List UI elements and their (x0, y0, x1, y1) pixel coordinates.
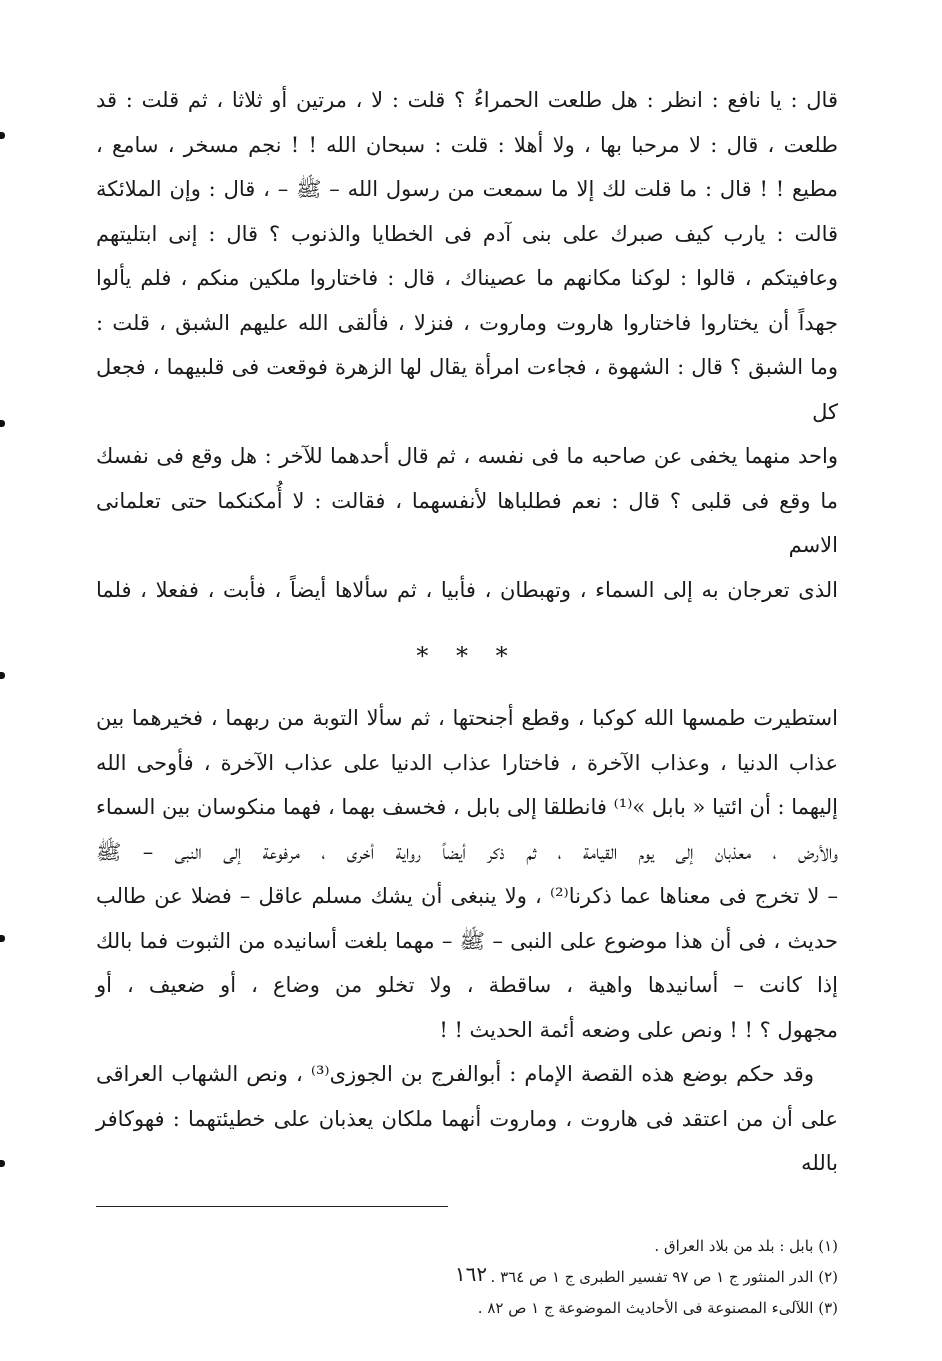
text-line: واحد منهما يخفى عن صاحبه ما فى نفسه ، ثم قال أحدهما للآخر : هل وقع فى نفسك (96, 444, 838, 468)
page-content (96, 78, 838, 1324)
binding-mark (0, 935, 5, 942)
text-line: قالت : يارب كيف صبرك على بنى آدم فى الخطايا والذنوب ؟ قال : إنى ابتليتهم (96, 221, 838, 246)
text-line: وما الشبق ؟ قال : الشهوة ، فجاءت امرأة يقال لها الزهرة فوقعت فى قلبيهما ، فجعل كل (96, 355, 838, 424)
binding-mark (0, 132, 5, 139)
text-line: جهداً أن يختاروا فاختاروا هاروت وماروت ، فنزلا ، فألقى الله عليهم الشبق ، قلت : (96, 310, 838, 335)
text-line: عذاب الدنيا ، وعذاب الآخرة ، فاختارا عذاب الدنيا على عذاب الآخرة ، فأوحى الله (96, 750, 838, 775)
text-line: إذا كانت – أسانيدها واهية ، ساقطة ، ولا تخلو من وضاع ، أو ضعيف ، أو (96, 973, 838, 997)
footnote-3: (٣) اللآلىء المصنوعة فى الأحاديث الموضوعة ج ١ ص ٨٢ . (477, 1298, 838, 1317)
text-line: وقد حكم بوضع هذه القصة الإمام : أبوالفرج بن الجوزى⁽³⁾ ، ونص الشهاب العراقى (96, 1062, 814, 1086)
footnote-divider (96, 1206, 448, 1207)
binding-mark (0, 1160, 5, 1167)
text-line: الذى تعرجان به إلى السماء ، وتهبطان ، فأبيا ، ثم سألاها أيضاً ، فأبت ، ففعلا ، فلما (96, 577, 838, 602)
binding-mark (0, 420, 5, 427)
text-line: والأرض ، معذبان إلى يوم القيامة ، ثم ذكر أيضاً رواية أخرى ، مرفوعة إلى النبى – ﷺ (96, 839, 838, 864)
text-line: ما وقع فى قلبى ؟ قال : نعم فطلباها لأنفسهما ، فقالت : لا أُمكنكما حتى تعلمانى الاسم (96, 488, 838, 557)
text-line: طلعت ، قال : لا مرحبا بها ، ولا أهلا : قلت : سبحان الله ! ! نجم مسخر ، سامع ، (96, 132, 838, 157)
text-line: قال : يا نافع : انظر : هل طلعت الحمراءُ ؟ قلت : لا ، مرتين أو ثلاثا ، ثم قلت : قد (96, 88, 838, 112)
text-line: مطيع ! ! قال : ما قلت لك إلا ما سمعت من رسول الله – ﷺ – ، قال : وإن الملائكة (96, 177, 838, 201)
section-separator: * * * (416, 642, 518, 670)
text-line: إليهما : أن ائتيا « بابل »⁽¹⁾ فانطلقا إلى بابل ، فخسف بهما ، فهما منكوسان بين السماء (96, 795, 838, 819)
footnote-2: (٢) الدر المنثور ج ١ ص ٩٧ تفسير الطبرى ج ١ ص ٣٦٤ . (490, 1267, 838, 1286)
text-line: استطيرت طمسها الله كوكبا ، وقطع أجنحتها ، ثم سألا التوبة من ربهما ، فخيرهما بين (96, 706, 838, 730)
text-line: على أن من اعتقد فى هاروت ، وماروت أنهما ملكان يعذبان على خطيئتهما : فهوكافر بالله (96, 1106, 838, 1175)
binding-mark (0, 672, 5, 679)
page-number: ١٦٢ (454, 1262, 488, 1286)
text-line: وعافيتكم ، قالوا : لوكنا مكانهم ما عصيناك ، قال : فاختاروا ملكين منكم ، فلم يألوا (96, 266, 838, 290)
text-block-bottom (96, 696, 838, 1186)
text-line: مجهول ؟ ! ! ونص على وضعه أئمة الحديث ! ! (439, 1017, 838, 1042)
footnote-1: (١) بابل : بلد من بلاد العراق . (654, 1236, 838, 1255)
text-line: – لا تخرج فى معناها عما ذكرنا⁽²⁾ ، ولا ينبغى أن يشك مسلم عاقل – فضلا عن طالب (96, 884, 838, 908)
text-line: حديث ، فى أن هذا موضوع على النبى – ﷺ – مهما بلغت أسانيده من الثبوت فما بالك (96, 928, 838, 953)
text-block-top (96, 78, 838, 612)
